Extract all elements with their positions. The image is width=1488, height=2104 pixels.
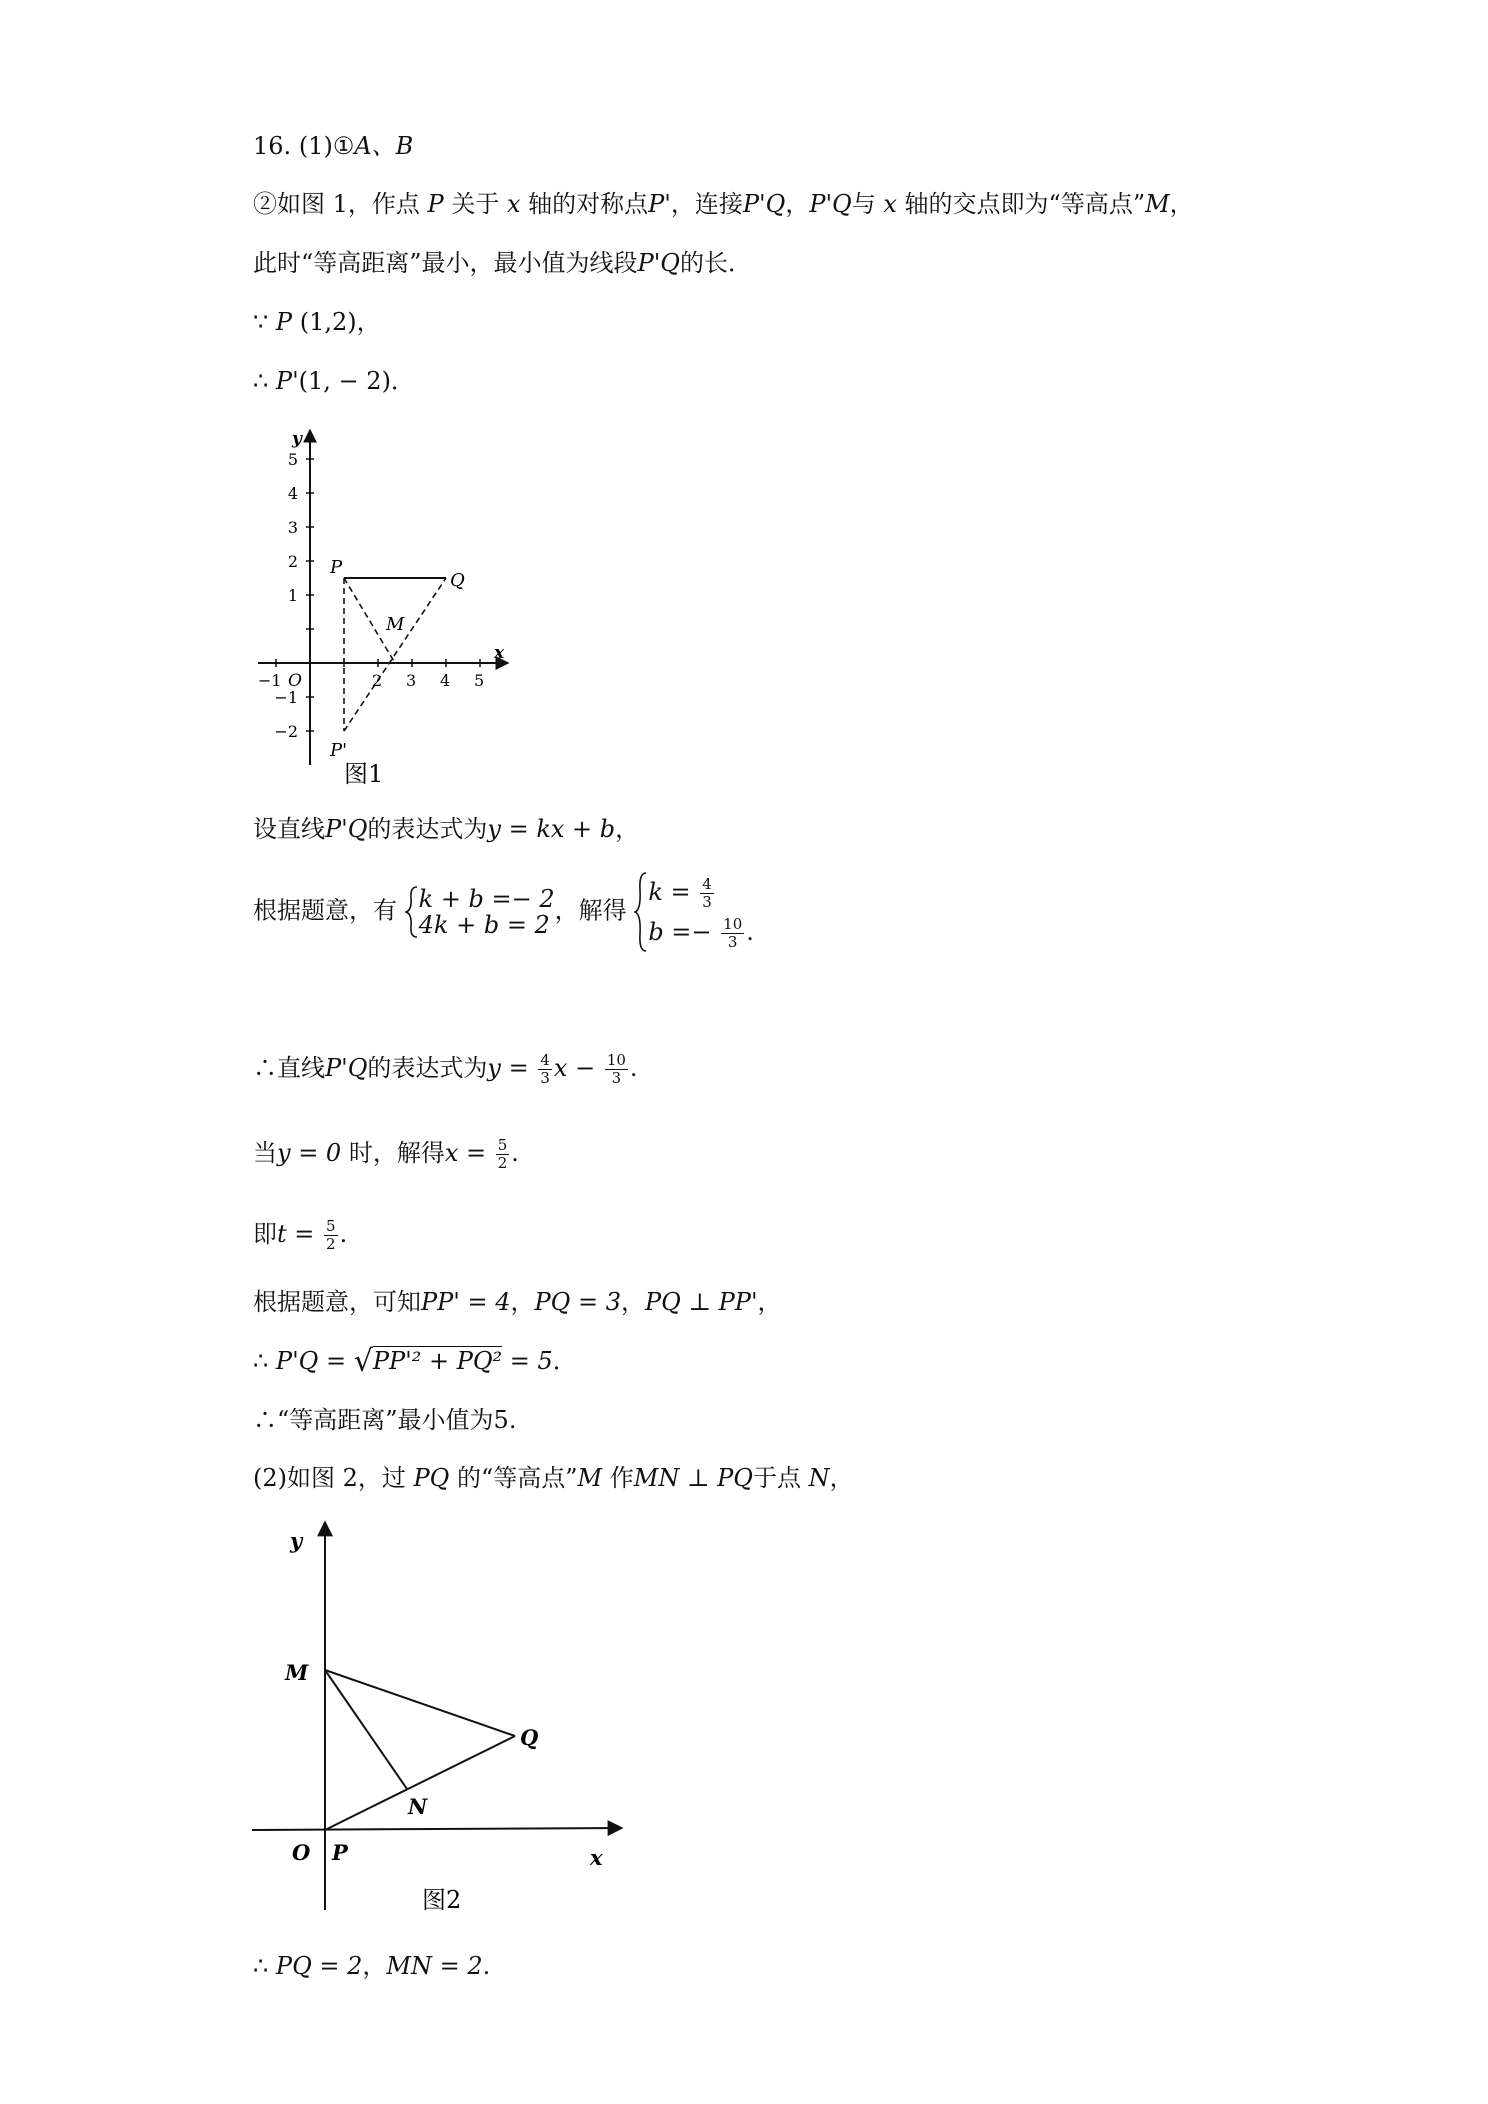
var-n: N [808,1464,830,1492]
equation: PQ ⊥ PP' [645,1288,758,1316]
text: 即 [253,1220,277,1248]
fraction: $\frac{4}{3}$ [540,1051,550,1087]
therefore-symbol: ∴ [253,367,269,395]
point-label-m: M [386,614,405,635]
fraction: $\frac{5}{2}$ [497,1136,508,1172]
answer-line-15: ∴ PQ = 2，MN = 2. [253,1952,491,1980]
svg-text:−1: −1 [274,688,298,707]
answer-line-1 [253,130,413,162]
text: ∴“等高距离”最小值为 [253,1406,494,1434]
var-m: M [1145,190,1170,218]
svg-text:−2: −2 [274,722,298,741]
equation: PP' = 4 [421,1288,511,1316]
answer-line-7 [253,872,754,952]
var-ppq: P'Q [742,190,786,218]
svg-text:3: 3 [287,518,298,537]
text: ∴ [253,1952,269,1980]
svg-text:3: 3 [406,671,417,690]
text: ， [615,815,640,843]
answer-line-4 [253,306,381,338]
text: 轴的交点即为“等高点” [896,190,1146,218]
var-p: P [427,190,444,218]
origin-label: O [288,671,302,691]
answer-line-10: 即t = $\frac{5}{2}$ . [253,1217,348,1253]
equation: PQ = 2 [275,1952,363,1980]
equation: y = 0 [277,1139,342,1167]
var-ppq: P'Q [325,1054,368,1082]
answer-text: A、B [354,132,414,160]
text: 作 [602,1464,634,1492]
text: ∴ [253,1347,269,1375]
answer-line-11 [253,1286,782,1318]
radicand: PP'² + PQ² [372,1347,503,1375]
var-p-prime: P' [275,367,299,395]
fraction: $\frac{5}{2}$ [326,1217,336,1253]
figure-2 [240,1510,640,1920]
answer-line-9: 当y = 0 时，解得x = $\frac{5}{2}$ . [253,1136,519,1172]
point-label-p: P [330,557,343,578]
eq-part: y = [487,1054,537,1082]
segment-p-prime-q [344,578,446,731]
text: 设直线 [253,815,325,843]
svg-text:4: 4 [287,484,298,503]
point-label-n: N [408,1794,428,1819]
sub-part-label: ② [253,190,277,218]
point-label-p: P [332,1840,348,1865]
x-axis-label: x [494,643,505,663]
answer-line-3 [253,247,752,279]
equation: PQ = 3 [534,1288,621,1316]
eq-part: t = [277,1220,323,1248]
coords: (1, − 2)． [298,367,415,395]
text: 根据题意，可知 [253,1288,421,1316]
segment-mq [325,1670,515,1736]
brace [634,872,648,952]
var-p-prime: P' [648,190,671,218]
equation: y = kx + b [487,815,616,843]
system-row-2: 4k + b = 2 [418,911,550,939]
text: 时，解得 [341,1139,445,1167]
point-label-m: M [285,1660,309,1685]
text: ， [1169,190,1194,218]
figure-1 [250,420,540,800]
eq-part: x − [553,1054,603,1082]
text: ， [785,190,810,218]
text: 轴的对称点 [520,190,649,218]
text: (2)如图 2，过 [253,1464,414,1492]
text: ， [621,1288,645,1316]
figure-caption: 图2 [422,1886,462,1914]
answer-line-12: ∴ P'Q = √PP'² + PQ² = 5． [253,1344,577,1379]
svg-text:4: 4 [440,671,451,690]
y-tick-labels [274,450,298,741]
text: ，连接 [670,190,743,218]
text: 的表达式为 [367,1054,488,1082]
question-number: 16. [253,132,292,160]
text: 如图 1，作点 [277,190,428,218]
eq-part: x = [444,1139,494,1167]
var-m: M [577,1464,603,1492]
var-x: x [883,190,897,218]
equation: MN ⊥ PQ [633,1464,753,1492]
solution-system [634,872,754,952]
text: ，解得 [554,896,627,925]
x-axis-label: x [590,1845,603,1870]
sqrt-sign: √ [353,1344,373,1379]
x-axis [252,1828,622,1830]
answer-line-6 [253,813,639,845]
svg-text:1: 1 [287,586,298,605]
point-label-q: Q [520,1725,539,1750]
text: 与 [851,190,884,218]
svg-text:2: 2 [287,552,298,571]
text: 当 [253,1139,277,1167]
fraction: $\frac{10}{3}$ [606,1051,626,1087]
var-ppq: P'Q [637,249,680,277]
svg-text:−1: −1 [258,671,282,690]
answer-line-2 [253,188,1194,220]
text: ， [510,1288,535,1316]
figure-caption: 图1 [344,760,384,788]
solution-k: k = $\frac{4}{3}$ [648,875,712,911]
point-label-p-prime: P' [330,740,348,761]
system-row-1: k + b =− 2 [418,885,555,913]
text: 此时“等高距离”最小，最小值为线段 [253,249,638,277]
text: ， [757,1288,782,1316]
answer-line-14: (2)如图 2，过 PQ 的“等高点”M 作MN ⊥ PQ于点 N， [253,1464,854,1492]
var-x: x [506,190,521,218]
svg-text:2: 2 [372,671,383,690]
eq-part: P'Q = [275,1347,354,1375]
segment-mn [325,1670,407,1789]
eq-part: = 5 [502,1347,553,1375]
part-label: (1) [298,132,333,160]
var-ppq: P'Q [325,815,368,843]
text: ， [362,1952,387,1980]
text: 于点 [752,1464,809,1492]
solution-b: b =− $\frac{10}{3}$ . [648,915,754,951]
value: 5 [493,1406,509,1434]
equation: MN = 2 [386,1952,483,1980]
text: 的“等高点” [449,1464,578,1492]
because-symbol: ∵ [253,308,269,336]
point-label-q: Q [450,570,465,591]
answer-line-13: ∴“等高距离”最小值为5. [253,1406,517,1434]
var-ppq: P'Q [809,190,852,218]
svg-text:5: 5 [287,450,298,469]
equation-system [405,886,555,938]
text: 的表达式为 [367,815,488,843]
answer-line-8: ∴直线P'Q的表达式为y = $\frac{4}{3}$ x − $\frac{10}{3}$ . [253,1051,638,1087]
svg-text:5: 5 [474,671,485,690]
sub-part-label: ① [332,132,355,160]
coords: (1,2)， [299,308,381,336]
y-axis-label: y [290,1528,303,1553]
text: 的长． [679,249,752,277]
origin-label: O [292,1840,311,1865]
answer-line-5 [253,365,415,397]
axis-ticks [276,459,480,731]
y-axis-label: y [292,429,302,449]
text: 根据题意，有 [253,896,397,925]
text: 关于 [443,190,507,218]
text: ∴直线 [253,1054,325,1082]
var-pq: PQ [413,1464,450,1492]
var-p: P [275,308,293,336]
brace [405,886,419,938]
